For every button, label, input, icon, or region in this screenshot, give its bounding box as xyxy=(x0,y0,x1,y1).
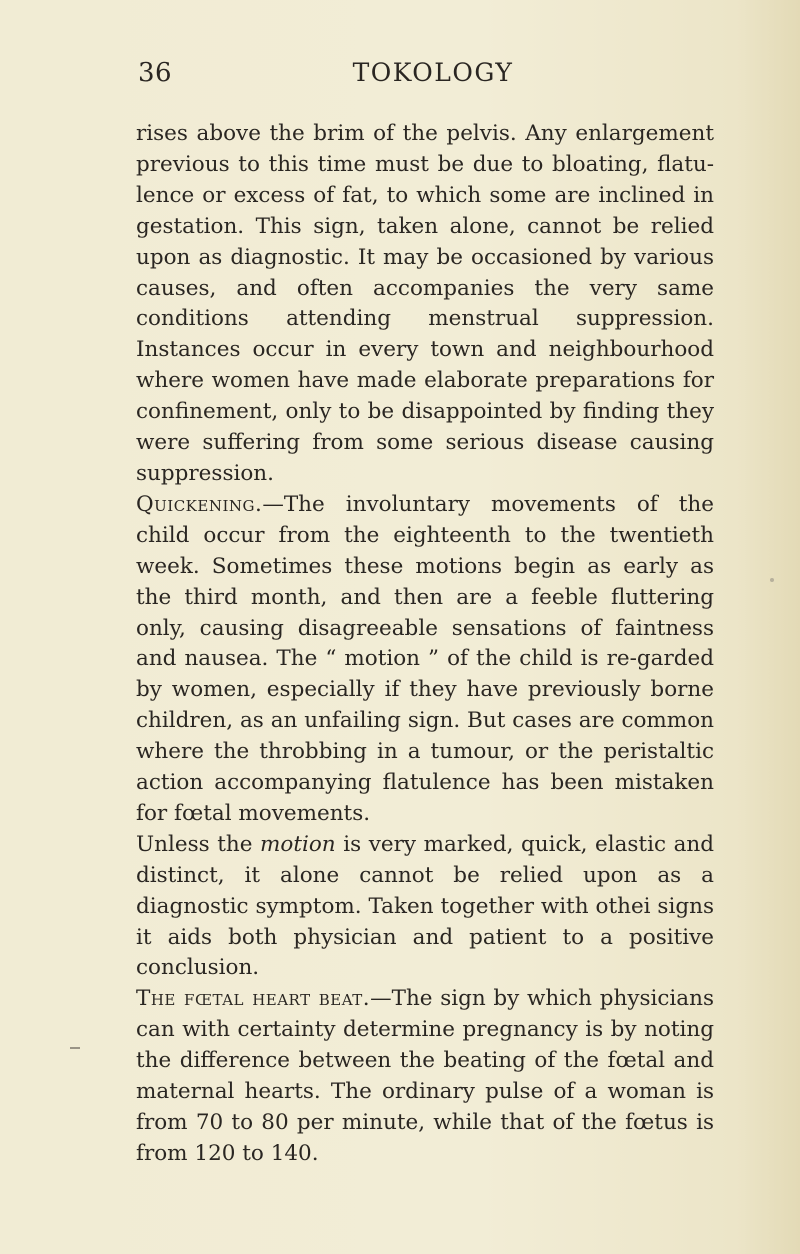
page-number: 36 xyxy=(138,58,173,88)
running-head: TOKOLOGY xyxy=(352,58,514,87)
margin-dot xyxy=(770,578,774,582)
margin-mark xyxy=(70,1047,80,1049)
page-header xyxy=(138,58,698,98)
paragraph-motion xyxy=(136,830,714,985)
body-text xyxy=(136,119,714,1170)
section-heading-quickening: Quickening. xyxy=(136,491,263,517)
paragraph-text-after: is very marked, quick, elastic and distinct, it alone cannot be relied upon as a diagnostic symptom. Taken together with othei signs it aids both physician and patient to a positive conclusion. xyxy=(136,831,714,981)
paragraph-foetal-heart-beat xyxy=(136,984,714,1169)
paragraph-abdominal-enlargement xyxy=(136,119,714,490)
paragraph-text: —The sign by which physicians can with certainty determine pregnancy is by noting the difference between the beating of the fœtal and maternal hearts. The ordinary pulse of a woman is from 70 to 80 per minute, while that of the fœtus is from 120 to 140. xyxy=(136,986,714,1166)
section-heading-foetal-heart-beat: The fœtal heart beat. xyxy=(136,986,371,1012)
paragraph-quickening xyxy=(136,490,714,830)
emphasis-motion: motion xyxy=(260,831,336,857)
paragraph-text-before: Unless the xyxy=(136,831,261,857)
paragraph-text: —The involuntary movements of the child occur from the eighteenth to the twentieth week. Sometimes these motions begin as early as the third month, and then are a feeble fluttering only, causing disagreeable sensations of faintness and nausea. The “ motion ” of the child is re-garded by women, especially if they have previously borne children, as an unfailing sign. But cases are common where the throbbing in a tumour, or the peristaltic action accompanying flatulence has been mistaken for fœtal movements. xyxy=(136,491,714,826)
paragraph-text: rises above the brim of the pelvis. Any enlargement previous to this time must be due to bloating, flatu-lence or excess of fat, to which some are inclined in gestation. This sign, taken alone, cannot be relied upon as diagnostic. It may be occasioned by various causes, and often accompanies the very same conditions attending menstrual suppression. Instances occur in every town and neighbourhood where women have made elaborate preparations for confinement, only to be disappointed by finding they were suffering from some serious disease causing suppression. xyxy=(136,121,714,486)
